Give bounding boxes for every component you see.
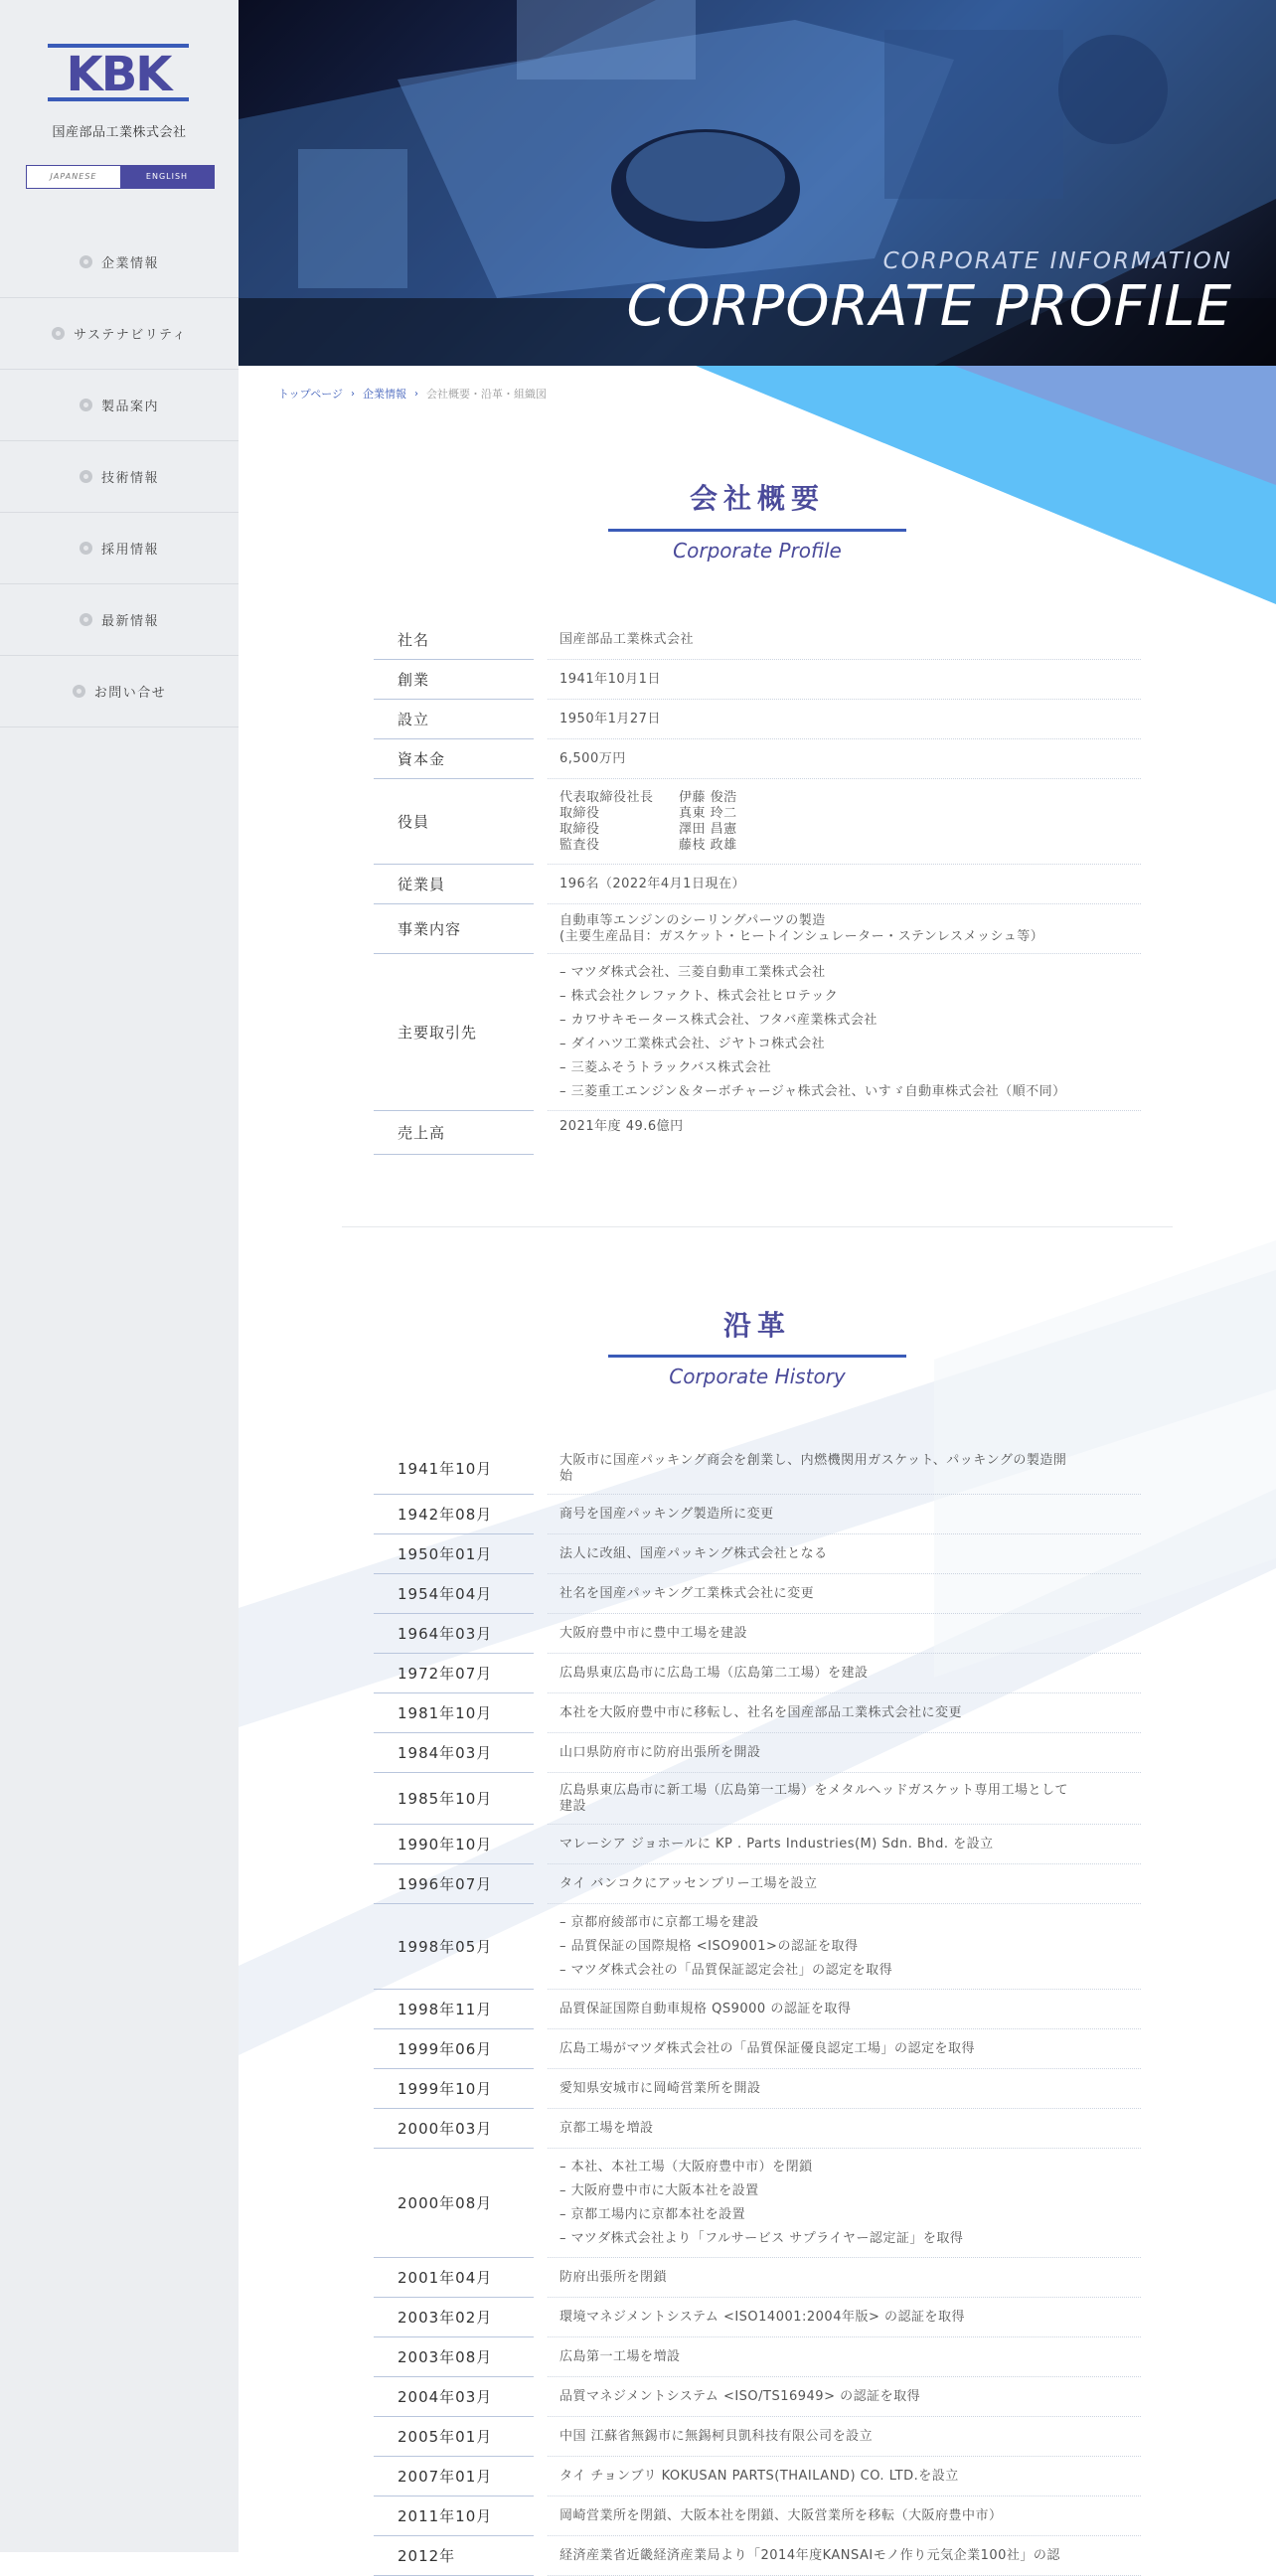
table-row: 1999年06月 広島工場がマツダ株式会社の「品質保証優良認定工場」の認定を取得	[374, 2029, 1141, 2069]
nav-item-corporate[interactable]: 企業情報	[0, 227, 239, 298]
table-row: 1954年04月 社名を国産パッキング工業株式会社に変更	[374, 1574, 1141, 1614]
table-row: 1981年10月 本社を大阪府豊中市に移転し、社名を国産部品工業株式会社に変更	[374, 1693, 1141, 1733]
bullet-icon	[80, 613, 92, 626]
bullet-icon	[80, 542, 92, 555]
table-row: 2007年01月 タイ チョンブリ KOKUSAN PARTS(THAILAND) CO. LTD.を設立	[374, 2457, 1141, 2496]
profile-table	[374, 620, 1141, 1155]
bullet-icon	[73, 685, 85, 698]
table-row: 2004年03月 品質マネジメントシステム <ISO/TS16949> の認証を取得	[374, 2377, 1141, 2417]
nav-item-contact[interactable]: お問い合せ	[0, 656, 239, 727]
table-row: 1984年03月 山口県防府市に防府出張所を開設	[374, 1733, 1141, 1773]
lang-english[interactable]: ENGLISH	[120, 166, 214, 188]
table-row: 2005年01月 中国 江蘇省無錫市に無錫柯貝凱科技有限公司を設立	[374, 2417, 1141, 2457]
table-row: 2000年08月 – 本社、本社工場（大阪府豊中市）を閉鎖 – 大阪府豊中市に大阪本社を設置 – 京都工場内に京都本社を設置 – マツダ株式会社より「フルサービス サプライヤー認定証」を取得	[374, 2149, 1141, 2258]
table-row: 1964年03月 大阪府豊中市に豊中工場を建設	[374, 1614, 1141, 1654]
sidebar	[0, 0, 239, 2552]
history-title-underline	[608, 1355, 906, 1358]
table-row: 資本金 6,500万円	[374, 739, 1141, 779]
table-row: 1998年11月 品質保証国際自動車規格 QS9000 の認証を取得	[374, 1990, 1141, 2029]
svg-text:KBK: KBK	[66, 47, 171, 101]
chevron-right-icon: ›	[351, 388, 356, 400]
table-row: 1985年10月 広島県東広島市に新工場（広島第一工場）をメタルヘッドガスケット専用工場として 建設	[374, 1773, 1141, 1825]
table-row: 2000年03月 京都工場を増設	[374, 2109, 1141, 2149]
table-row: 1941年10月 大阪市に国産パッキング商会を創業し、内燃機関用ガスケット、パッキングの製造開 始	[374, 1443, 1141, 1495]
table-row: 事業内容 自動車等エンジンのシーリングパーツの製造 (主要生産品目：ガスケット・ヒートインシュレーター・ステンレスメッシュ等）	[374, 904, 1141, 954]
bullet-icon	[80, 470, 92, 483]
company-name: 国産部品工業株式会社	[52, 125, 187, 140]
bullet-icon	[80, 255, 92, 268]
table-row: 1998年05月 – 京都府綾部市に京都工場を建設 – 品質保証の国際規格 <ISO9001>の認証を取得 – マツダ株式会社の「品質保証認定会社」の認定を取得	[374, 1904, 1141, 1990]
hero-title: CORPORATE PROFILE	[626, 274, 1232, 339]
table-row: 2003年08月 広島第一工場を増設	[374, 2337, 1141, 2377]
nav-item-sustainability[interactable]: サステナビリティ	[0, 298, 239, 370]
table-row: 1942年08月 商号を国産パッキング製造所に変更	[374, 1495, 1141, 1534]
breadcrumb-corporate[interactable]: 企業情報	[363, 388, 407, 401]
kbk-logo[interactable]	[48, 44, 189, 101]
table-row: 1950年01月 法人に改組、国産パッキング株式会社となる	[374, 1534, 1141, 1574]
table-row: 1990年10月 マレーシア ジョホールに KP . Parts Industries(M) Sdn. Bhd. を設立	[374, 1825, 1141, 1864]
main-nav	[0, 227, 239, 727]
bullet-icon	[80, 399, 92, 411]
lang-japanese[interactable]: JAPANESE	[27, 166, 120, 188]
table-row: 主要取引先 – マツダ株式会社、三菱自動車工業株式会社 – 株式会社クレファクト、株式会社ヒロテック – カワサキモータース株式会社、フタバ産業株式会社 – ダイハツ工業株式会社、ジヤトコ株式会社 – 三菱ふそうトラックバス株式会社 – 三菱重工エンジン＆ターボチャージャ株式会社、いすゞ自動車株式会社（順不同）	[374, 954, 1141, 1111]
profile-title-underline	[608, 529, 906, 532]
table-row: 設立 1950年1月27日	[374, 700, 1141, 739]
history-title: 沿革	[722, 1309, 791, 1342]
table-row: 2011年10月 岡崎営業所を閉鎖、大阪本社を閉鎖、大阪営業所を移転（大阪府豊中市）	[374, 2496, 1141, 2536]
profile-subtitle: Corporate Profile	[673, 539, 842, 563]
hero-banner	[239, 0, 1276, 366]
chevron-right-icon: ›	[414, 388, 419, 400]
table-row: 2012年 経済産業省近畿経済産業局より「2014年度KANSAIモノ作り元気企業100社」の認	[374, 2536, 1141, 2576]
history-table	[374, 1443, 1141, 2576]
nav-item-news[interactable]: 最新情報	[0, 584, 239, 656]
hero-subtitle: CORPORATE INFORMATION	[882, 248, 1232, 274]
table-row: 役員 代表取締役社長 伊藤 俊浩 取締役 真東 玲二 取締役 澤田 昌憲 監査役 藤枝 政雄	[374, 779, 1141, 865]
table-row: 従業員 196名（2022年4月1日現在）	[374, 865, 1141, 904]
breadcrumb	[278, 386, 547, 402]
table-row: 1996年07月 タイ バンコクにアッセンブリー工場を設立	[374, 1864, 1141, 1904]
table-row: 社名 国産部品工業株式会社	[374, 620, 1141, 660]
table-row: 売上高 2021年度 49.6億円	[374, 1111, 1141, 1155]
profile-title: 会社概要	[689, 482, 825, 515]
table-row: 2003年02月 環境マネジメントシステム <ISO14001:2004年版> の認証を取得	[374, 2298, 1141, 2337]
nav-item-products[interactable]: 製品案内	[0, 370, 239, 441]
nav-item-technology[interactable]: 技術情報	[0, 441, 239, 513]
bullet-icon	[52, 327, 65, 340]
table-row: 1972年07月 広島県東広島市に広島工場（広島第二工場）を建設	[374, 1654, 1141, 1693]
language-switcher	[26, 165, 215, 189]
table-row: 1999年10月 愛知県安城市に岡崎営業所を開設	[374, 2069, 1141, 2109]
breadcrumb-home[interactable]: トップページ	[278, 388, 344, 401]
history-subtitle: Corporate History	[669, 1365, 846, 1388]
nav-item-recruit[interactable]: 採用情報	[0, 513, 239, 584]
breadcrumb-current: 会社概要・沿革・組織図	[426, 388, 548, 401]
table-row: 創業 1941年10月1日	[374, 660, 1141, 700]
table-row: 2001年04月 防府出張所を閉鎖	[374, 2258, 1141, 2298]
